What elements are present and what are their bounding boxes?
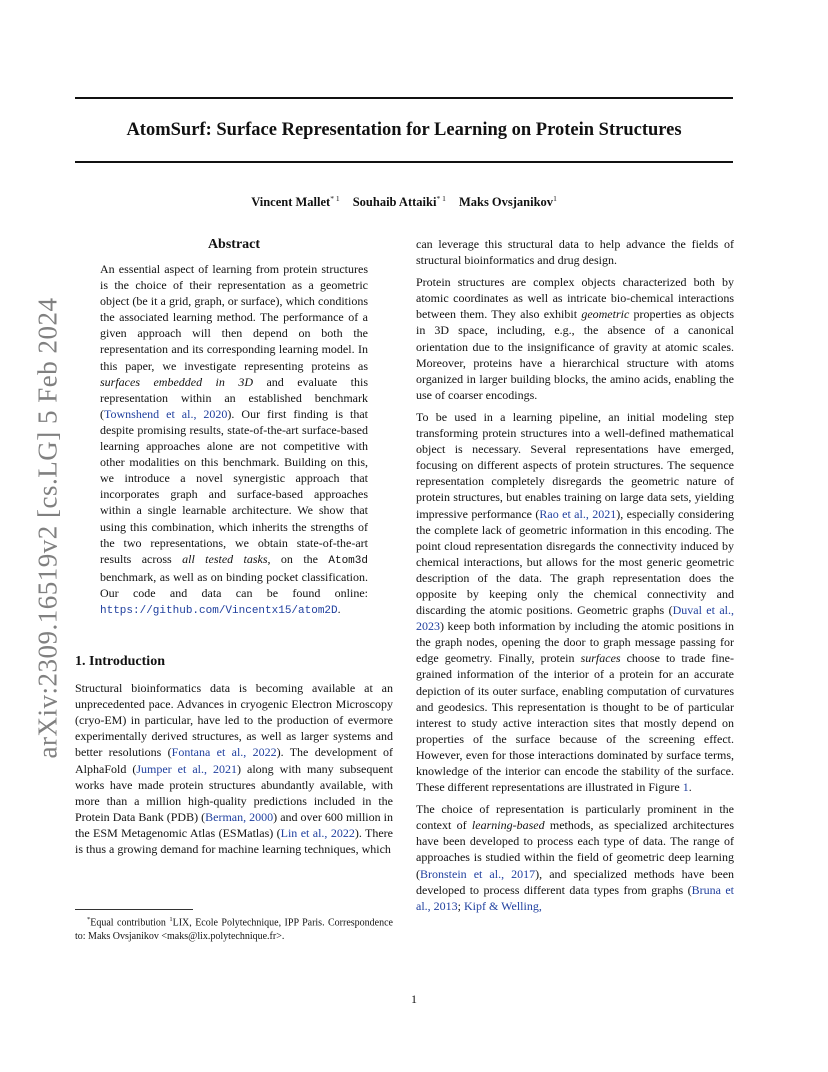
citation-link[interactable]: Bronstein et al., 2017 (420, 866, 536, 881)
body-paragraph: Protein structures are complex objects characterized both by atomic coordinates as well as intricate bio-chemical interactions between them. They also exhibit geometric properties as objects in 3D space, including, e.g., the absence of a canonical orientation due to the insignificance of gravity at atomic scales. Moreover, proteins have a hierarchical structure with atoms organized in larger building blocks, the amino acids, enabling the use of coarser encodings. (416, 275, 735, 402)
citation-link[interactable]: Fontana et al., 2022 (171, 745, 277, 760)
paper-title: AtomSurf: Surface Representation for Learning on Protein Structures (126, 120, 682, 140)
intro-paragraph: Structural bioinformatics data is becoming available at an unprecedented pace. Advances in cryogenic Electron Microscopy (cryo-EM) in particular, have led to the production of evermore experimentally derived structures, as well as larger systems and better resolutions (Fontana et al., 2022). The development of AlphaFold (Jumper et al., 2021) along with many subsequent works have made protein structures abundantly available, with more than a million high-quality predictions included in the Protein Data Bank (PDB) (Berman, 2000) and over 600 million in the ESM Metagenomic Atlas (ESMatlas) (Lin et al., 2022). There is thus a growing demand for machine learning techniques, which (75, 681, 393, 856)
citation-link[interactable]: Berman, 2000 (205, 809, 274, 824)
dataset-name: Atom3d (328, 554, 368, 567)
author-affiliation-mark: * 1 (330, 194, 340, 203)
abstract-body: An essential aspect of learning from protein structures is the choice of their representation as a geometric object (be it a grid, graph, or surface), which conditions the associated learning method. The performance of a given approach will then depend on both the representation and its corresponding learning model. In this paper, we investigate representing proteins as surfaces embedded in 3D and evaluate this representation within an established benchmark (Townshend et al., 2020). Our first finding is that despite promising results, state-of-the-art surface-based learning approaches alone are not competitive with other modalities on this benchmark. Building on this, we introduce a novel synergistic approach that incorporates graph and surface-based approaches within a single learnable architecture. We show that using this combination, which inherits the strengths of the two representations, we obtain state-of-the-art results across all tested tasks, on the Atom3d benchmark, as well as on binding pocket classification. Our code and data can be found online: https://github.com/Vincentx15/atom2D. (100, 262, 368, 617)
abstract-heading: Abstract (207, 237, 261, 252)
citation-link[interactable]: Kipf & Welling, (464, 898, 542, 913)
arxiv-identifier-stamp: arXiv:2309.16519v2 [cs.LG] 5 Feb 2024 (32, 297, 63, 759)
author-affiliation-mark: * 1 (436, 194, 446, 203)
title-rule-bottom (75, 161, 733, 163)
footnote: *Equal contribution $^1$LIX, Ecole Polytechnique, IPP Paris. Correspondence to: Maks Ovsjanikov <maks@lix.polytechnique.fr>. (75, 916, 393, 942)
author-name: Vincent Mallet (251, 195, 331, 210)
body-paragraph: To be used in a learning pipeline, an initial modeling step transforming protein structures into a well-defined mathematical object is necessary. Several representations have emerged, focusing on different aspects of protein structures. The sequence representation completely disregards the geometric nature of protein structures, but enables training on large data sets, yielding impressive performance (Rao et al., 2021), especially considering the complete lack of geometric information in this encoding. The point cloud representation disregards the connectivity induced by chemical interactions, but allows for the most generic geometric description of the data. The graph representation does the opposite by keeping only the chemical connectivity and discarding the atomic positions. Geometric graphs (Duval et al., 2023) keep both information by including the atomic positions in the graph nodes, opening the door to graph message passing for edge geometry. Finally, protein surfaces choose to trade fine-grained information of the interior of a protein for an accurate depiction of its outer surface, enabling computation of curvatures and geodesics. This representation is thought to be of particular interest to study active interaction sites that mostly depend on properties of the surface because of the screening effect. However, even for those interactions dominated by surface terms, knowledge of the interior can encode the stability of the surface. These different representations are illustrated in Figure 1. (416, 409, 735, 795)
author (251, 195, 339, 209)
author (353, 195, 446, 209)
citation-link[interactable]: Jumper et al., 2021 (136, 761, 237, 776)
footnote-rule (75, 909, 193, 910)
body-paragraph: The choice of representation is particularly prominent in the context of learning-based methods, as specialized architectures have been developed to process each type of data. The range of approaches is studied within the field of geometric deep learning (Bronstein et al., 2017), and specialized methods have been developed to process different data types from graphs (Bruna et al., 2013; Kipf & Welling, (416, 802, 735, 913)
author (459, 195, 557, 209)
section-heading-introduction: 1. Introduction (75, 654, 165, 670)
author-list (75, 190, 733, 211)
footnote-mark: * (87, 916, 91, 923)
author-name: Souhaib Attaiki (352, 195, 437, 210)
page-number: 1 (411, 992, 417, 1006)
citation-link[interactable]: Lin et al., 2022 (280, 825, 355, 840)
author-affiliation-mark: 1 (553, 194, 557, 203)
citation-link[interactable]: Bruna et al., 2013 (416, 882, 734, 913)
body-paragraph: can leverage this structural data to help advance the fields of structural bioinformatics and drug design. (416, 237, 734, 268)
footnote-mark: 1 (169, 916, 173, 923)
citation-link[interactable]: Duval et al., 2023 (416, 603, 734, 634)
citation-link[interactable]: Townshend et al., 2020 (104, 406, 228, 421)
citation-link[interactable]: Rao et al., 2021 (539, 506, 617, 521)
author-name: Maks Ovsjanikov (458, 195, 554, 210)
left-column (75, 236, 393, 863)
code-url-link[interactable]: https://github.com/Vincentx15/atom2D (100, 604, 338, 617)
figure-reference-link[interactable]: 1 (682, 780, 689, 795)
title-rule-top (75, 97, 733, 99)
right-column (416, 236, 734, 920)
